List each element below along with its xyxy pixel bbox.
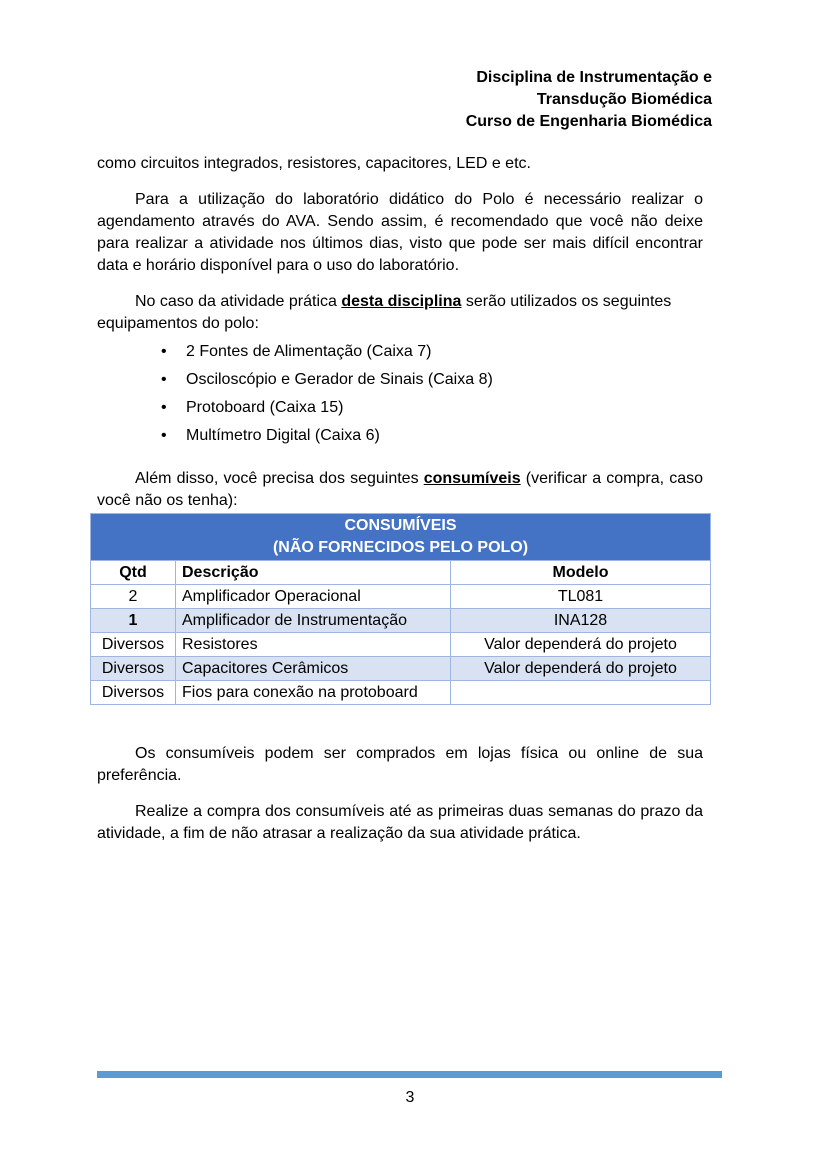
cell-modelo: Valor dependerá do projeto — [451, 633, 711, 657]
header-line-course: Curso de Engenharia Biomédica — [465, 113, 712, 130]
consumables-intro-text: Além disso, você precisa dos seguintes — [135, 470, 424, 487]
page-number: 3 — [405, 1089, 415, 1106]
cell-modelo: INA128 — [451, 609, 711, 633]
cell-qtd: 1 — [91, 609, 176, 633]
table-row — [91, 609, 711, 633]
cell-modelo — [451, 681, 711, 705]
cell-descricao: Amplificador Operacional — [176, 585, 451, 609]
equipment-label: Osciloscópio e Gerador de Sinais (Caixa 8) — [186, 371, 493, 388]
cell-modelo: TL081 — [451, 585, 711, 609]
table-row — [91, 585, 711, 609]
list-item — [161, 425, 703, 447]
emphasis-desta-disciplina: desta disciplina — [341, 293, 462, 310]
table-title-row — [91, 514, 711, 561]
cell-qtd: Diversos — [91, 633, 176, 657]
cell-qtd: Diversos — [91, 681, 176, 705]
bullet-icon: • — [161, 427, 167, 444]
list-item — [161, 341, 703, 363]
equipment-label: Multímetro Digital (Caixa 6) — [186, 427, 380, 444]
paragraph-purchase-when: Realize a compra dos consumíveis até as primeiras duas semanas do prazo da atividade, a fim de não atrasar a realização da sua atividade prática. — [97, 803, 703, 842]
table-title-line1: CONSUMÍVEIS — [344, 517, 457, 534]
cell-modelo: Valor dependerá do projeto — [451, 657, 711, 681]
paragraph-lab-scheduling: Para a utilização do laboratório didático do Polo é necessário realizar o agendamento através do AVA. Sendo assim, é recomendado que você não deixe para realizar a atividade nos últimos dias, visto que pode ser mais difícil encontrar data e horário disponível para o uso do laboratório. — [97, 191, 703, 274]
bullet-icon: • — [161, 371, 167, 388]
table-title-line2: (NÃO FORNECIDOS PELO POLO) — [272, 539, 529, 556]
consumables-table — [90, 513, 711, 705]
cell-qtd: Diversos — [91, 657, 176, 681]
table-header-row — [91, 561, 711, 585]
emphasis-consumiveis: consumíveis — [423, 470, 521, 487]
bullet-icon: • — [161, 399, 167, 416]
list-item — [161, 397, 703, 419]
table-row — [91, 633, 711, 657]
footer-divider — [97, 1071, 722, 1078]
header-line-discipline: Disciplina de Instrumentação e — [476, 69, 712, 86]
equipment-list — [97, 341, 703, 447]
column-header-modelo: Modelo — [451, 561, 711, 585]
column-header-qtd: Qtd — [91, 561, 176, 585]
table-title — [91, 514, 711, 561]
cell-descricao: Resistores — [176, 633, 451, 657]
paragraph-equipment-intro — [97, 291, 703, 335]
bullet-icon: • — [161, 343, 167, 360]
page-content — [97, 153, 703, 845]
table-row — [91, 657, 711, 681]
cell-descricao: Capacitores Cerâmicos — [176, 657, 451, 681]
consumables-intro-text-end: (verificar a compra, caso você não os tenha): — [97, 470, 703, 509]
cell-descricao: Amplificador de Instrumentação — [176, 609, 451, 633]
equipment-label: 2 Fontes de Alimentação (Caixa 7) — [186, 343, 432, 360]
list-item — [161, 369, 703, 391]
table-row — [91, 681, 711, 705]
header-line-transduction: Transdução Biomédica — [536, 91, 712, 108]
equipment-label: Protoboard (Caixa 15) — [186, 399, 344, 416]
paragraph-consumables-intro — [97, 468, 703, 512]
paragraph-purchase-where: Os consumíveis podem ser comprados em lojas física ou online de sua preferência. — [97, 745, 703, 784]
cell-descricao: Fios para conexão na protoboard — [176, 681, 451, 705]
paragraph-components: como circuitos integrados, resistores, capacitores, LED e etc. — [97, 155, 531, 172]
column-header-descricao: Descrição — [176, 561, 451, 585]
equipment-intro-text: No caso da atividade prática — [135, 293, 342, 310]
page-header — [466, 67, 712, 133]
equipment-intro-text-end: serão utilizados os seguintes equipamentos do polo: — [97, 293, 672, 332]
cell-qtd: 2 — [91, 585, 176, 609]
